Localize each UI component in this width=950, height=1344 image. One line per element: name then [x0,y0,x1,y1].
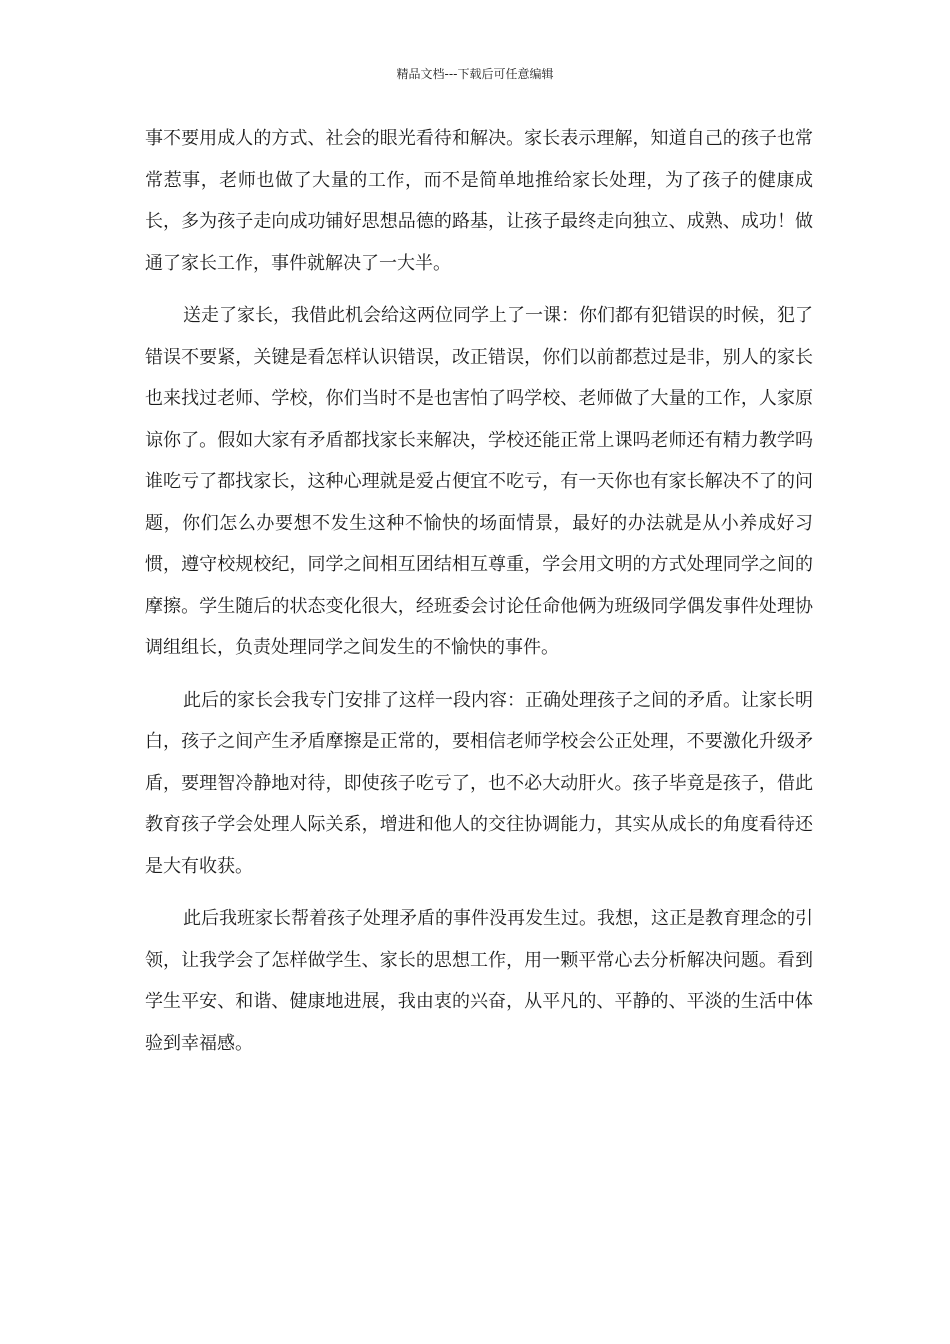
paragraph-conclusion: 此后我班家长帮着孩子处理矛盾的事件没再发生过。我想，这正是教育理念的引领，让我学会了怎样做学生、家长的思想工作，用一颗平常心去分析解决问题。看到学生平安、和谐、健康地进展，我由衷的兴奋，从平凡的、平静的、平淡的生活中体验到幸福感。 [145,908,813,1054]
document-body [145,118,813,1064]
paragraph-parent-meeting: 此后的家长会我专门安排了这样一段内容：正确处理孩子之间的矛盾。让家长明白，孩子之间产生矛盾摩擦是正常的，要相信老师学校会公正处理，不要激化升级矛盾，要理智冷静地对待，即使孩子吃亏了，也不必大动肝火。孩子毕竟是孩子，借此教育孩子学会处理人际关系，增进和他人的交往协调能力，其实从成长的角度看待还是大有收获。 [145,689,813,877]
paragraph-continuation: 事不要用成人的方式、社会的眼光看待和解决。家长表示理解，知道自己的孩子也常常惹事，老师也做了大量的工作，而不是简单地推给家长处理，为了孩子的健康成长，多为孩子走向成功铺好思想品德的路基，让孩子最终走向独立、成熟、成功！做通了家长工作，事件就解决了一大半。 [145,128,813,274]
paragraph-talk-with-students: 送走了家长，我借此机会给这两位同学上了一课：你们都有犯错误的时候，犯了错误不要紧，关键是看怎样认识错误，改正错误，你们以前都惹过是非，别人的家长也来找过老师、学校，你们当时不是也害怕了吗学校、老师做了大量的工作，人家原谅你了。假如大家有矛盾都找家长来解决，学校还能正常上课吗老师还有精力教学吗谁吃亏了都找家长，这种心理就是爱占便宜不吃亏，有一天你也有家长解决不了的问题，你们怎么办要想不发生这种不愉快的场面情景，最好的办法就是从小养成好习惯，遵守校规校纪，同学之间相互团结相互尊重，学会用文明的方式处理同学之间的摩擦。学生随后的状态变化很大，经班委会讨论任命他俩为班级同学偶发事件处理协调组组长，负责处理同学之间发生的不愉快的事件。 [145,305,813,658]
page-header: 精品文档---下载后可任意编辑 [396,67,554,81]
